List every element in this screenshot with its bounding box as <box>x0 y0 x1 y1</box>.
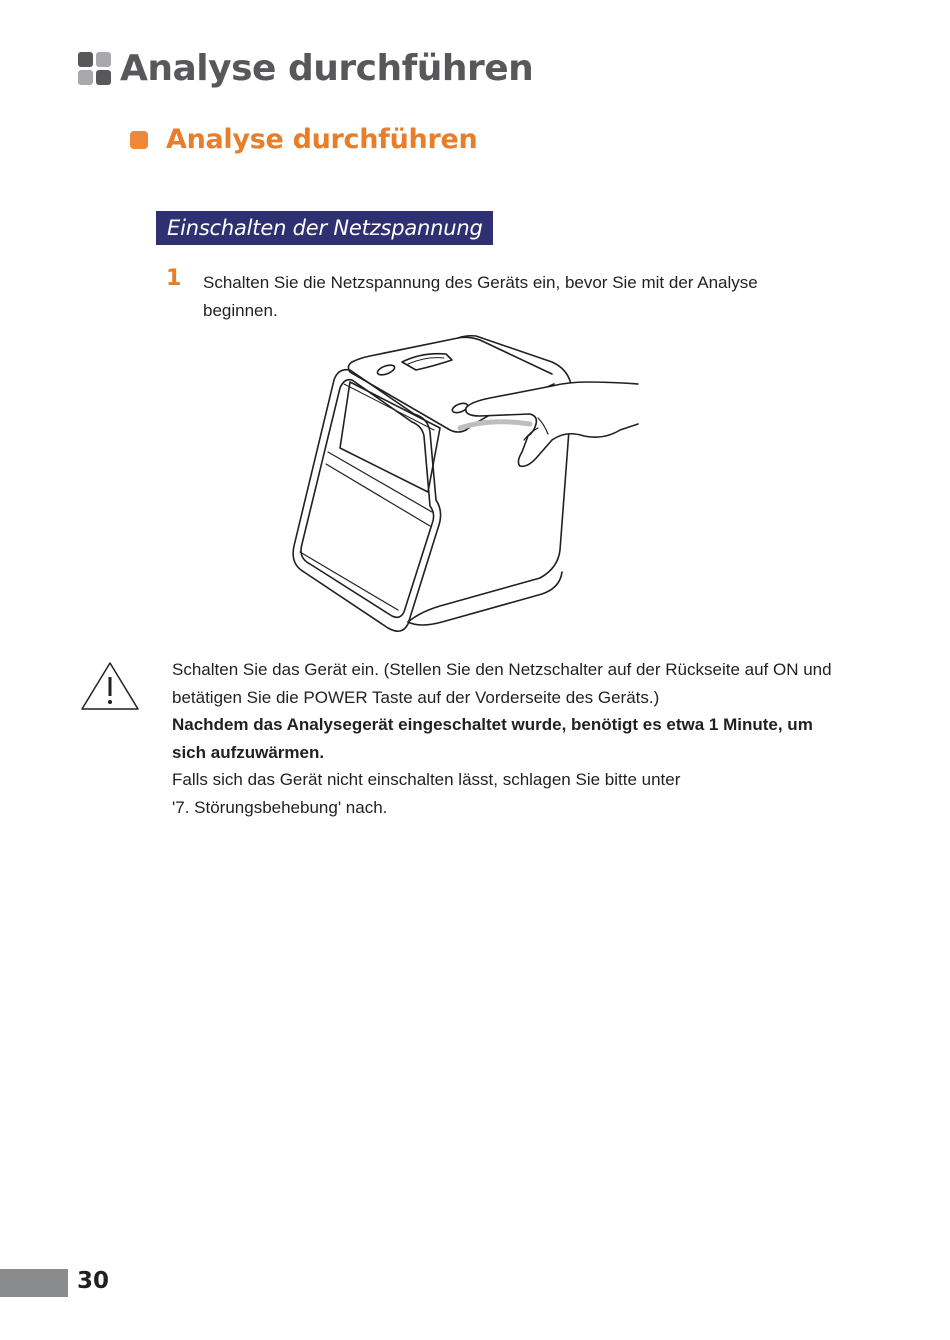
chapter-title: Analyse durchführen <box>120 48 534 89</box>
page-number: 30 <box>77 1268 110 1294</box>
caution-line-1: Schalten Sie das Gerät ein. (Stellen Sie den Netzschalter auf der Rückseite auf ON und betätigen Sie die POWER Taste auf der Vorderseite des Geräts.) <box>172 660 832 707</box>
step-text: Schalten Sie die Netzspannung des Geräts ein, bevor Sie mit der Analyse beginnen. <box>203 273 758 320</box>
section-title: Analyse durchführen <box>166 124 478 155</box>
caution-line-3: Falls sich das Gerät nicht einschalten lässt, schlagen Sie bitte unter <box>172 770 681 789</box>
caution-notes <box>172 656 842 821</box>
grid-squares-icon <box>78 52 112 86</box>
orange-square-icon <box>130 131 148 149</box>
step-number: 1 <box>166 266 182 291</box>
subsection-title: Einschalten der Netzspannung <box>156 211 493 245</box>
footer-bar <box>0 1269 68 1297</box>
chapter-heading <box>78 48 533 89</box>
caution-line-4: '7. Störungsbehebung' nach. <box>172 797 388 817</box>
section-heading <box>130 124 477 155</box>
warning-triangle-icon <box>80 660 140 712</box>
analyzer-power-button-hand-illustration <box>290 332 640 642</box>
caution-line-2: Nachdem das Analysegerät eingeschaltet wurde, benötigt es etwa 1 Minute, um sich aufzuwärmen. <box>172 715 813 762</box>
